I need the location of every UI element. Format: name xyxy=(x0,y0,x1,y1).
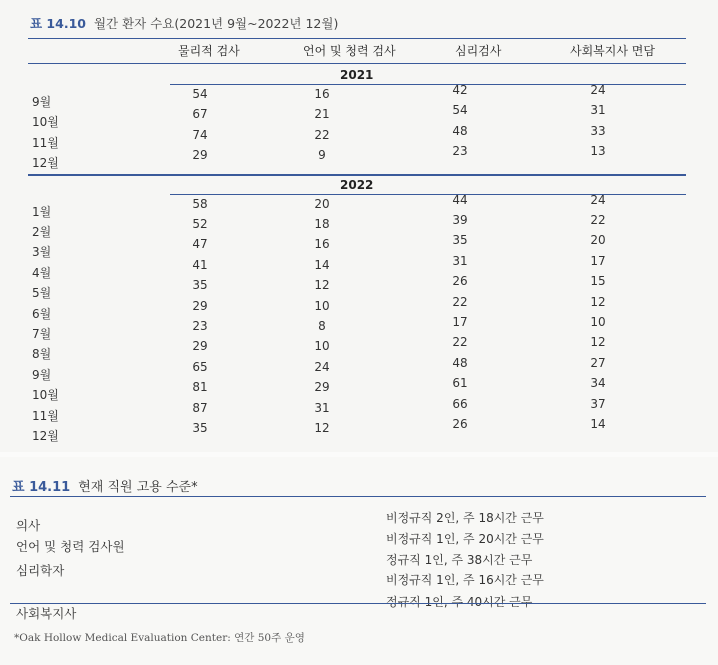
table-cell: 29 xyxy=(192,298,208,313)
table-cell: 42 xyxy=(452,83,468,97)
table-cell: 61 xyxy=(452,376,468,391)
table-cell: 10 xyxy=(314,298,330,313)
table-caption: 월간 환자 수요(2021년 9월~2022년 12월) xyxy=(93,16,339,31)
table-cell: 14 xyxy=(590,417,606,431)
table-cell: 10 xyxy=(314,339,330,354)
month-label: 5월 xyxy=(32,286,52,301)
month-label: 10월 xyxy=(32,388,59,403)
month-label: 6월 xyxy=(32,306,52,321)
table-cell: 87 xyxy=(192,400,208,415)
table-cell: 31 xyxy=(452,253,468,268)
table-cell: 81 xyxy=(192,380,208,395)
table-cell: 48 xyxy=(452,355,468,370)
table-caption: 현재 직원 고용 수준* xyxy=(78,480,198,495)
staff-level: 비정규직 1인, 주 20시간 근무 xyxy=(386,532,544,546)
table-cell: 54 xyxy=(452,103,468,118)
table-cell: 12 xyxy=(590,335,606,350)
table-cell: 35 xyxy=(192,278,208,293)
table-cell: 37 xyxy=(590,396,606,411)
table-cell: 35 xyxy=(452,233,468,248)
table-cell: 20 xyxy=(590,233,606,248)
table-cell: 18 xyxy=(314,217,330,231)
table-cell: 52 xyxy=(192,217,208,231)
staff-role: 사회복지사 xyxy=(16,606,77,621)
table-cell: 17 xyxy=(452,315,468,329)
table-cell: 12 xyxy=(590,294,606,309)
year-heading: 2022 xyxy=(340,177,374,192)
month-label: 11월 xyxy=(32,408,59,423)
table-cell: 66 xyxy=(452,396,468,411)
table-cell: 47 xyxy=(192,237,208,252)
table-14-11-title xyxy=(12,476,198,495)
table-cell: 39 xyxy=(452,213,468,227)
table-cell: 17 xyxy=(590,253,606,268)
header-rule xyxy=(28,63,686,64)
staff-level: 비정규직 1인, 주 16시간 근무 xyxy=(386,573,544,587)
table-cell: 48 xyxy=(452,123,468,138)
table-cell: 29 xyxy=(192,339,208,354)
table-cell: 9 xyxy=(318,148,326,163)
table-cell: 27 xyxy=(590,355,606,370)
column-header-psych-test: 심리검사 xyxy=(455,44,502,58)
table-cell: 12 xyxy=(314,278,330,293)
table-cell: 15 xyxy=(590,274,606,289)
table-cell: 41 xyxy=(192,257,208,272)
month-label: 11월 xyxy=(32,135,59,150)
table-cell: 22 xyxy=(452,294,468,309)
table-cell: 8 xyxy=(318,319,326,333)
staff-level: 정규직 1인, 주 40시간 근무 xyxy=(386,595,533,609)
month-label: 7월 xyxy=(32,327,52,341)
table-cell: 26 xyxy=(452,274,468,289)
table-cell: 14 xyxy=(314,257,330,272)
month-label: 4월 xyxy=(32,265,52,280)
table-cell: 34 xyxy=(590,376,606,391)
month-label: 2월 xyxy=(32,225,52,239)
footnote: *Oak Hollow Medical Evaluation Center: 연간 50주 운영 xyxy=(14,632,305,644)
month-label: 10월 xyxy=(32,115,59,130)
staff-table-bottom-rule xyxy=(10,603,706,604)
month-label: 12월 xyxy=(32,156,59,171)
table-cell: 24 xyxy=(314,359,330,374)
table-cell: 13 xyxy=(590,144,606,159)
table-cell: 58 xyxy=(192,196,208,211)
table-cell: 26 xyxy=(452,417,468,431)
table-cell: 20 xyxy=(314,196,330,211)
staff-level: 비정규직 2인, 주 18시간 근무 xyxy=(386,511,544,525)
table-cell: 29 xyxy=(314,380,330,395)
month-label: 8월 xyxy=(32,347,52,362)
table-cell: 54 xyxy=(192,87,208,101)
month-label: 9월 xyxy=(32,95,52,109)
table-cell: 24 xyxy=(590,192,606,207)
staff-level: 정규직 1인, 주 38시간 근무 xyxy=(386,553,533,567)
table-cell: 22 xyxy=(314,127,330,142)
table-cell: 23 xyxy=(452,144,468,159)
table-cell: 23 xyxy=(192,319,208,333)
table-cell: 16 xyxy=(314,87,330,101)
staff-role: 의사 xyxy=(16,518,41,533)
month-label: 9월 xyxy=(32,367,52,382)
column-header-physical-exam: 물리적 검사 xyxy=(178,44,240,58)
top-rule xyxy=(28,38,686,39)
staff-role: 언어 및 청력 검사원 xyxy=(16,539,125,554)
table-cell: 31 xyxy=(590,103,606,118)
month-label: 3월 xyxy=(32,245,52,260)
staff-table-top-rule xyxy=(10,496,706,497)
table-cell: 65 xyxy=(192,359,208,374)
year-heading: 2021 xyxy=(340,68,374,82)
table-cell: 31 xyxy=(314,400,330,415)
table-number: 표 14.11 xyxy=(12,480,71,495)
table-cell: 22 xyxy=(590,213,606,227)
table-number: 표 14.10 xyxy=(30,16,86,31)
table-cell: 21 xyxy=(314,107,330,122)
column-header-social-worker-interview: 사회복지사 면담 xyxy=(570,44,655,58)
section-rule xyxy=(28,174,686,176)
table-cell: 35 xyxy=(192,421,208,435)
table-cell: 74 xyxy=(192,127,208,142)
column-header-speech-hearing-test: 언어 및 청력 검사 xyxy=(303,44,396,58)
table-title xyxy=(30,14,338,32)
table-cell: 10 xyxy=(590,315,606,329)
table-cell: 24 xyxy=(590,83,606,97)
month-label: 12월 xyxy=(32,429,59,443)
table-cell: 22 xyxy=(452,335,468,350)
table-cell: 33 xyxy=(590,123,606,138)
month-label: 1월 xyxy=(32,204,52,219)
table-cell: 44 xyxy=(452,192,468,207)
table-cell: 29 xyxy=(192,148,208,163)
staff-role: 심리학자 xyxy=(16,563,65,578)
table-cell: 16 xyxy=(314,237,330,252)
table-cell: 67 xyxy=(192,107,208,122)
table-cell: 12 xyxy=(314,421,330,435)
